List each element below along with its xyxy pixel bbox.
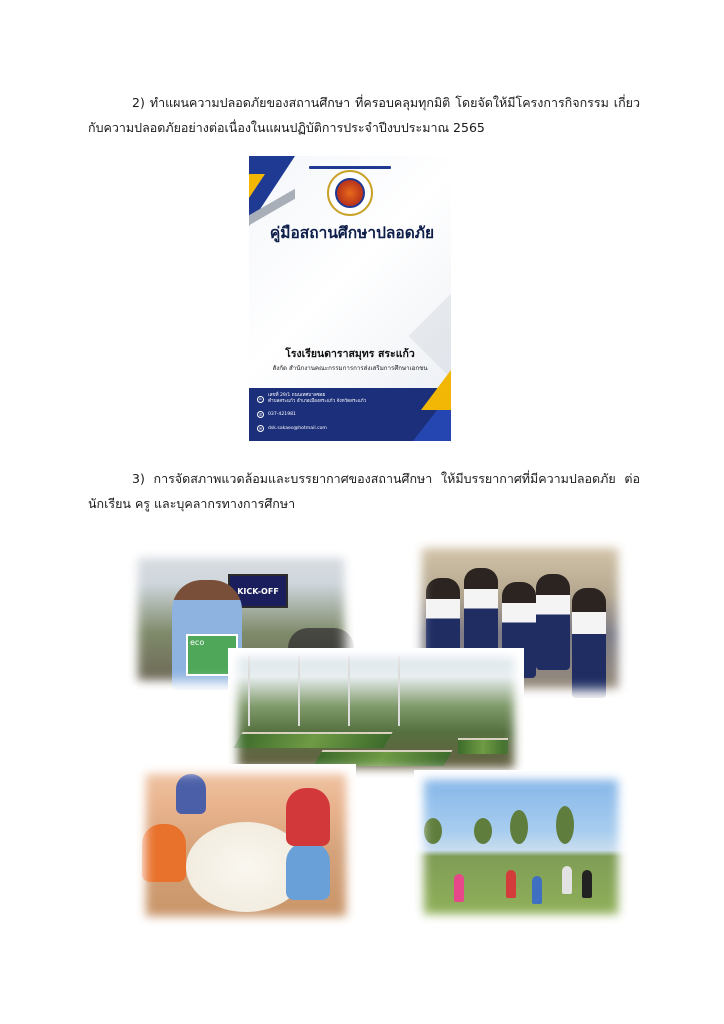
photo-tree <box>510 810 528 844</box>
photo-pole <box>298 656 300 726</box>
photo-child <box>286 788 330 846</box>
cover-address-line1: เลขที่ 29/1 ถนนเทศบาลซอย <box>268 393 326 398</box>
school-logo-icon <box>327 170 373 216</box>
photo-child <box>454 874 464 902</box>
photo-child <box>142 824 186 882</box>
phone-icon: ✆ <box>258 411 263 417</box>
location-icon: ⌂ <box>257 396 264 403</box>
photo-tree <box>424 818 442 844</box>
cover-band-corner-gold <box>421 370 451 410</box>
photo-outdoor-circle-game <box>414 770 628 924</box>
paragraph-safe-environment <box>88 466 640 516</box>
photo-student <box>536 574 570 670</box>
cover-address-line2: ตำบลสระแก้ว อำเภอเมืองสระแก้ว จังหวัดสระแก้ว <box>268 399 367 404</box>
photo-child <box>506 870 516 898</box>
cover-title: คู่มือสถานศึกษาปลอดภัย <box>269 224 435 242</box>
cover-affiliation: สังกัด สำนักงานคณะกรรมการการส่งเสริมการศึกษาเอกชน <box>272 365 428 372</box>
photo-child <box>176 774 206 814</box>
cover-phone-row <box>257 411 296 418</box>
photo-pole <box>348 656 350 726</box>
photo-tree <box>474 818 492 844</box>
photo-child <box>582 870 592 898</box>
eco-board-label: eco <box>190 638 205 647</box>
paragraph-safety-plan <box>88 90 640 140</box>
paragraph-safety-plan-text: 2) ทำแผนความปลอดภัยของสถานศึกษา ที่ครอบคลุมทุกมิติ โดยจัดให้มีโครงการกิจกรรม เกี่ยวกับความปลอดภัยอย่างต่อเนื่องในแผนปฏิบัติการประจำปีงบประมาณ 2565 <box>88 95 640 135</box>
cover-email: dsk.sakaeo@hotmail.com <box>268 426 327 431</box>
photo-pole <box>248 656 250 726</box>
cover-contact-band <box>249 388 451 441</box>
photo-kindergarten-activity <box>136 764 356 926</box>
safety-handbook-cover <box>249 156 451 441</box>
cover-email-row <box>257 425 327 432</box>
photo-child <box>562 866 572 894</box>
cover-address-row <box>257 393 366 405</box>
photo-tree <box>556 806 574 844</box>
cover-school-name: โรงเรียนดาราสมุทร สระแก้ว <box>285 348 415 360</box>
mail-icon: ✉ <box>258 425 263 431</box>
photo-child <box>286 842 330 900</box>
paragraph-safe-environment-text: 3) การจัดสภาพแวดล้อมและบรรยากาศของสถานศึกษา ให้มีบรรยากาศที่มีความปลอดภัย ต่อนักเรียน ครู และบุคลากรทางการศึกษา <box>88 471 640 511</box>
kickoff-screen: KICK-OFF <box>228 574 288 608</box>
cover-decor-gold <box>249 174 265 198</box>
photo-school-garden <box>228 648 524 778</box>
cover-phone: 037-421981 <box>268 412 296 417</box>
photo-garden-bed <box>458 738 508 754</box>
photo-garden-bed <box>233 732 392 748</box>
photo-student <box>572 588 606 698</box>
school-logo-caption-bar <box>309 166 391 169</box>
photo-pole <box>398 656 400 726</box>
photo-child <box>532 876 542 904</box>
